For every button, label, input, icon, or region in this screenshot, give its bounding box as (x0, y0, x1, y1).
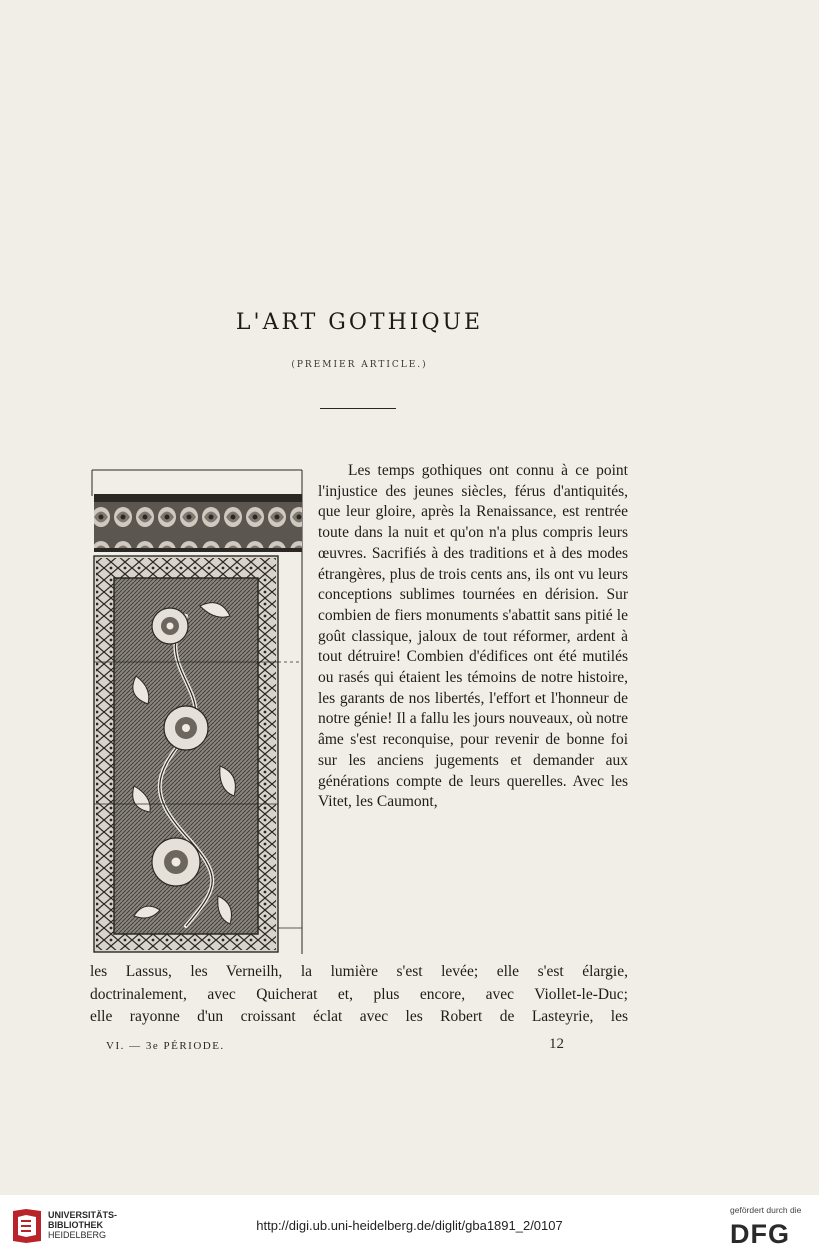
text-line: elle rayonne d'un croissant éclat avec les Robert de Lasteyrie, les (90, 1008, 628, 1025)
library-line: BIBLIOTHEK (48, 1220, 103, 1230)
ornament-engraving-illustration (90, 466, 306, 956)
article-subtitle: (PREMIER ARTICLE.) (291, 360, 428, 370)
library-line: HEIDELBERG (48, 1230, 107, 1240)
funding-caption: gefördert durch die (730, 1205, 802, 1215)
signature-mark: VI. — 3e PÉRIODE. (106, 1040, 225, 1052)
title-divider (320, 408, 396, 409)
text-line: doctrinalement, avec Quicherat et, plus encore, avec Viollet-le-Duc; (90, 985, 628, 1003)
text-line: les Lassus, les Verneilh, la lumière s'est levée; elle s'est élargie, (90, 963, 628, 980)
first-paragraph (318, 461, 628, 813)
article-title: L'ART GOTHIQUE (235, 310, 484, 335)
library-line: UNIVERSITÄTS- (48, 1210, 118, 1220)
column-paragraph-text: Les temps gothiques ont connu à ce point l'injustice des jeunes siècles, férus d'antiquités, que leur gloire, après la Renaissance, est rentrée toute dans la nuit et qu'on n'a plus compris leurs œuvres. Sacrifiés à des traditions et à des modes étrangères, plus de trois cents ans, ils ont vu leurs conceptions sublimes tournées en dérision. Sur combien de fiers monuments s'abattit sans pitié le goût classique, jaloux de tout réformer, ardent à tout détruire! Combien d'édifices ont été mutilés ou rasés qui étaient les témoins de notre histoire, les garants de nos libertés, l'effort et l'honneur de notre génie! Il a fallu les jours nouveaux, où notre âme s'est reconquise, pour revenir de bonne foi sur les anciens jugements et demander aux générations compte de leurs querelles. Avec les Vitet, les Caumont, (318, 462, 628, 811)
page-number: 12 (549, 1036, 564, 1052)
dfg-logo[interactable]: DFG (730, 1219, 790, 1249)
document-url-link[interactable]: http://digi.ub.uni-heidelberg.de/diglit/gba1891_2/0107 (256, 1218, 563, 1233)
full-width-text (90, 961, 628, 1029)
